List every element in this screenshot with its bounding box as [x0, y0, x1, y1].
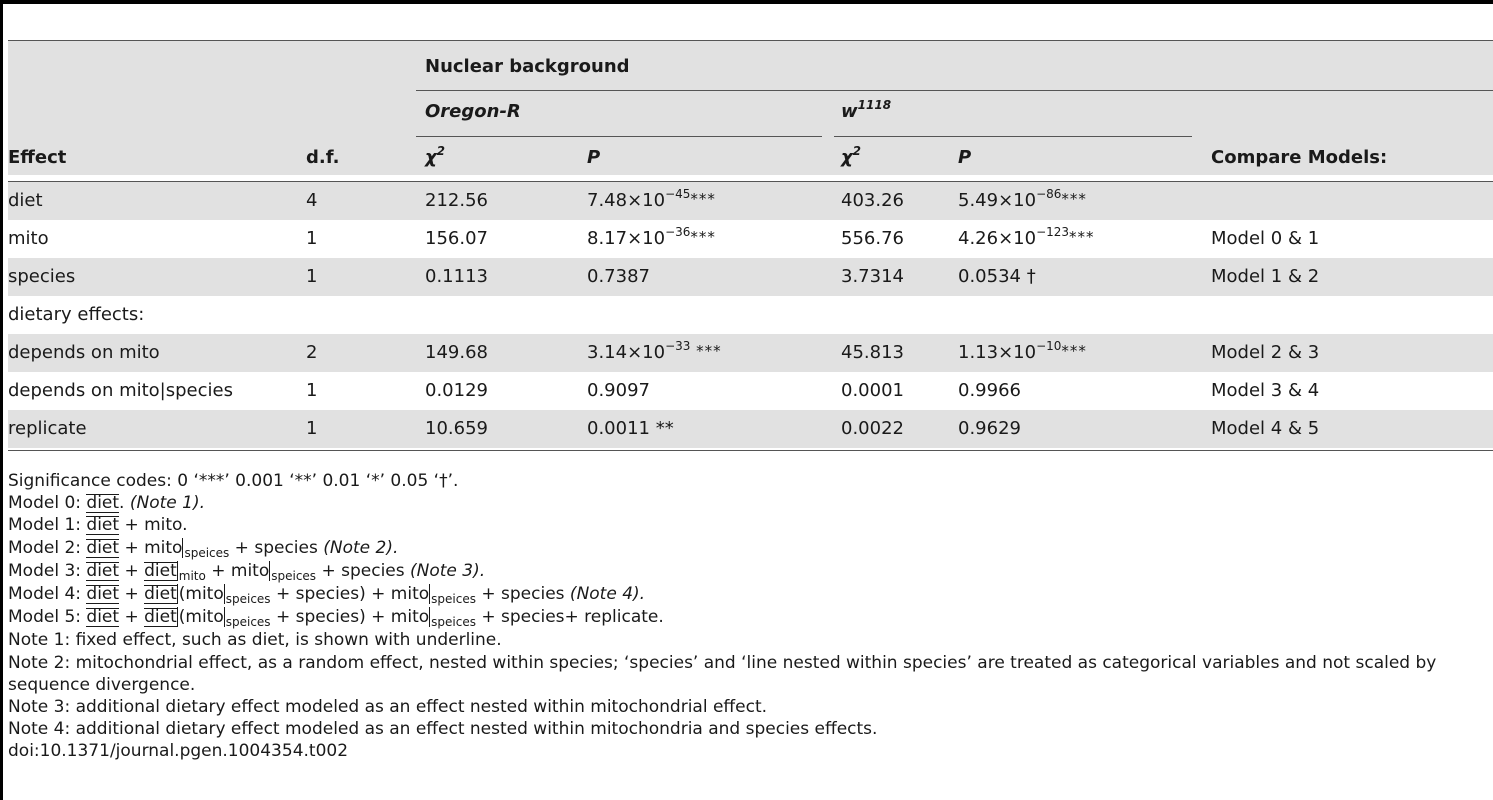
df-header: d.f.	[306, 147, 340, 168]
table-row-df: 1	[306, 418, 318, 439]
table-row-effect: depends on mito	[8, 342, 160, 363]
table-row-chi2: 0.0001	[841, 380, 904, 401]
effect-header: Effect	[8, 147, 67, 168]
p-header-2: P	[958, 147, 972, 168]
table-row-chi1: 149.68	[425, 342, 488, 363]
group-header-rule	[416, 90, 1493, 91]
table-row-chi1: 0.0129	[425, 380, 488, 401]
table-row-compare: Model 2 & 3	[1211, 342, 1320, 363]
table-bottom-rule	[8, 450, 1493, 451]
table-row-df: 1	[306, 266, 318, 287]
table-row-p1: $8.17\times 10^{-36}***$	[587, 225, 716, 249]
note-3: Note 3: additional dietary effect modeled as an effect nested within mitochondrial effect.	[8, 697, 768, 718]
table-row-df: 1	[306, 228, 318, 249]
chi-header-2: $\chi^2$	[841, 144, 861, 168]
table-row-chi1: 0.1113	[425, 266, 488, 287]
table-row-p2: $1.13\times 10^{-10}***$	[958, 339, 1087, 363]
table-row-effect: diet	[8, 190, 43, 211]
table-row-compare: Model 1 & 2	[1211, 266, 1320, 287]
model-4-line: Model 4: diet + diet (mito $_{speices}$ + species) + mito $_{speices}$ + species (Note 4).	[8, 584, 646, 607]
table-row-df: 2	[306, 342, 318, 363]
top-border	[0, 0, 1493, 4]
table-row-p1: 0.7387	[587, 266, 650, 287]
table-row-effect: depends on mito|species	[8, 380, 233, 401]
note-1: Note 1: fixed effect, such as diet, is shown with underline.	[8, 630, 502, 651]
table-row-df: 4	[306, 190, 318, 211]
table-footnotes	[8, 470, 1488, 763]
oregon-r-header: Oregon-R	[425, 101, 521, 122]
table-row-compare: Model 3 & 4	[1211, 380, 1320, 401]
note-4: Note 4: additional dietary effect modeled as an effect nested within mitochondria and species effects.	[8, 719, 878, 740]
table-row-compare: Model 0 & 1	[1211, 228, 1320, 249]
table-top-rule	[8, 40, 1493, 41]
model-5-line: Model 5: diet + diet (mito $_{speices}$ + species) + mito $_{speices}$ + species+ replicate.	[8, 607, 664, 630]
table-row-effect: replicate	[8, 418, 87, 439]
table-row-chi1: 10.659	[425, 418, 488, 439]
oregon-rule	[416, 136, 822, 137]
table-row-p1: $7.48\times 10^{-45}***$	[587, 187, 716, 211]
model-2-line: Model 2: diet + mito $_{speices}$ + species (Note 2).	[8, 537, 399, 560]
chi-header-1: $\chi^2$	[425, 144, 445, 168]
p-header-1: P	[587, 147, 601, 168]
model-0-line: Model 0: diet. (Note 1).	[8, 493, 205, 514]
table-row-p2: $4.26\times 10^{-123}***$	[958, 225, 1095, 249]
w1118-rule	[834, 136, 1192, 137]
table-row-chi2: 3.7314	[841, 266, 904, 287]
table-row-chi2: 0.0022	[841, 418, 904, 439]
table-row-chi1: 156.07	[425, 228, 488, 249]
note-2: Note 2: mitochondrial effect, as a random effect, nested within species; ‘species’ and ‘line nested within species’ are treated as categorical variables and not scaled by sequence divergence.	[8, 652, 1437, 695]
doi: doi:10.1371/journal.pgen.1004354.t002	[8, 741, 349, 762]
table-row-p1: $3.14\times 10^{-33}$ ***	[587, 339, 722, 363]
table-row-p2: 0.0534 †	[958, 266, 1036, 287]
model-1-line: Model 1: diet + mito.	[8, 515, 188, 536]
table-row-p2: $5.49\times 10^{-86}***$	[958, 187, 1087, 211]
group-header: Nuclear background	[425, 56, 630, 77]
w1118-header: $w^{1118}$	[841, 98, 892, 122]
left-border	[0, 0, 3, 800]
table-row-effect: species	[8, 266, 76, 287]
table-row-chi2: 403.26	[841, 190, 904, 211]
table-row-chi1: 212.56	[425, 190, 488, 211]
table-row-effect: dietary effects:	[8, 304, 145, 325]
table-row-df: 1	[306, 380, 318, 401]
row-band	[8, 182, 1493, 220]
table-row-effect: mito	[8, 228, 49, 249]
table-row-compare: Model 4 & 5	[1211, 418, 1320, 439]
table-row-chi2: 556.76	[841, 228, 904, 249]
table-row-p1: 0.0011 **	[587, 418, 674, 439]
significance-codes: Significance codes: 0 ‘***’ 0.001 ‘**’ 0.01 ‘*’ 0.05 ‘†’.	[8, 471, 459, 491]
table-row-p2: 0.9629	[958, 418, 1021, 439]
compare-header: Compare Models:	[1211, 147, 1388, 168]
table-row-chi2: 45.813	[841, 342, 904, 363]
table-row-p2: 0.9966	[958, 380, 1021, 401]
table-row-p1: 0.9097	[587, 380, 650, 401]
model-3-line: Model 3: diet + diet $_{mito}$ + mito $_{speices}$ + species (Note 3).	[8, 560, 486, 583]
